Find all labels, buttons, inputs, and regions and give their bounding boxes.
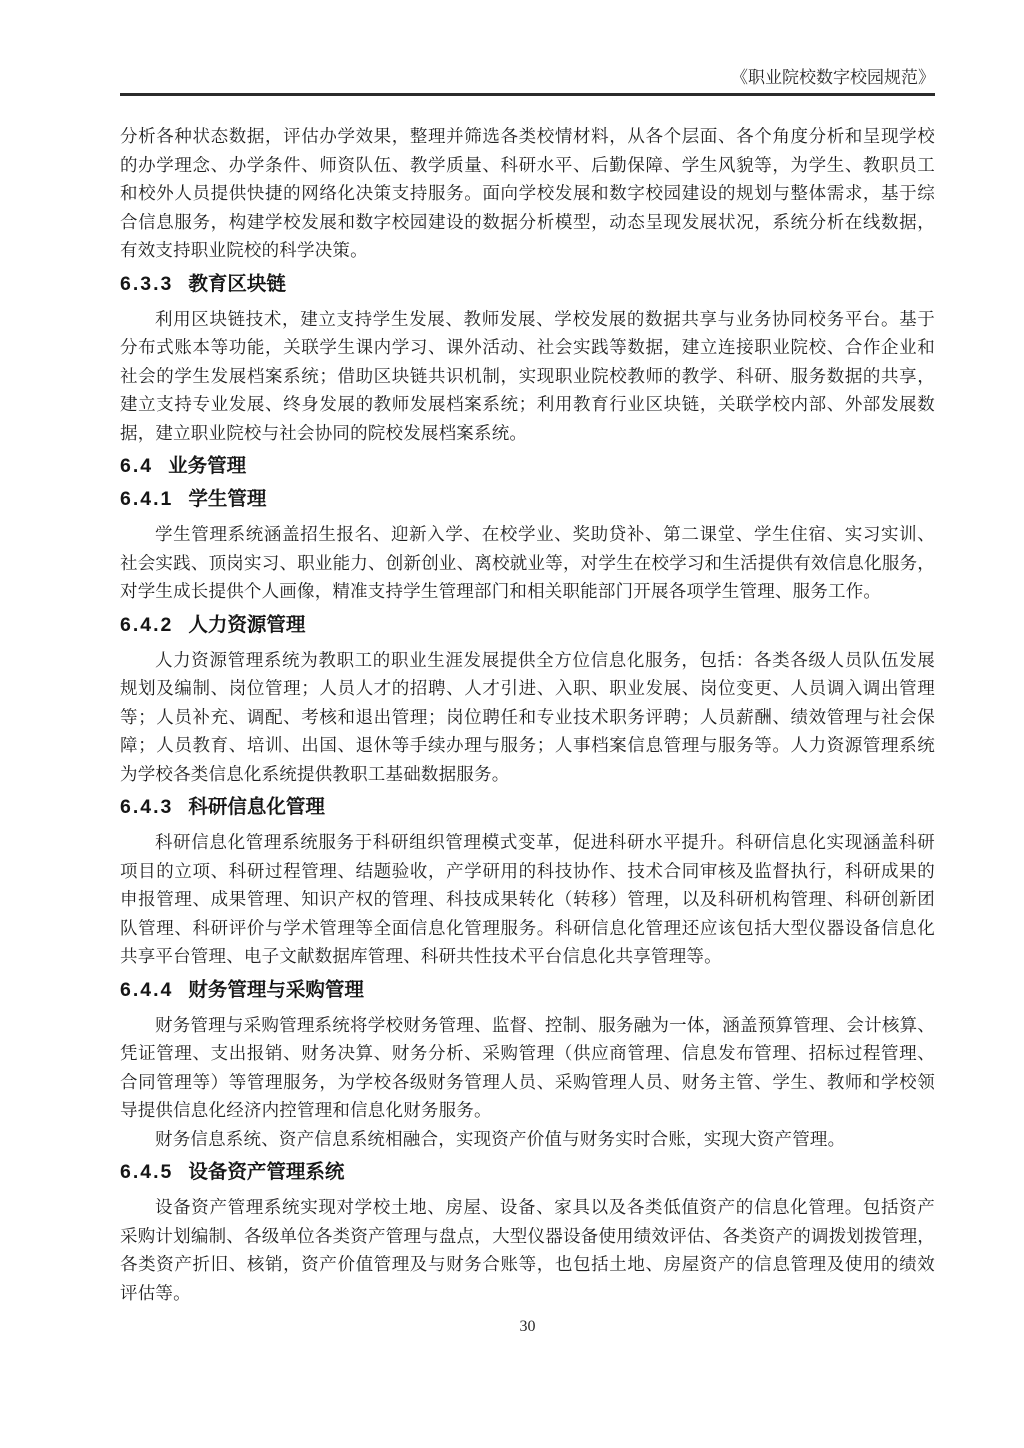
text-line: 导提供信息化经济内控管理和信息化财务服务。 — [120, 1100, 492, 1120]
section-title: 教育区块链 — [188, 272, 286, 295]
section-heading — [120, 454, 935, 478]
section-title: 业务管理 — [168, 455, 247, 477]
section-number: 6.4.3 — [120, 796, 174, 818]
text-line: 障；人员教育、培训、出国、退休等手续办理与服务；人事档案信息管理与服务等。人力资源管理系统 — [120, 735, 935, 755]
text-line: 合信息服务，构建学校发展和数字校园建设的数据分析模型，动态呈现发展状况，系统分析在线数据， — [120, 211, 935, 232]
text-line: 财务管理与采购管理系统将学校财务管理、监督、控制、服务融为一体，涵盖预算管理、会计核算、 — [155, 1014, 935, 1035]
text-line: 据，建立职业院校与社会协同的院校发展档案系统。 — [120, 422, 528, 443]
text-line: 设备资产管理系统实现对学校土地、房屋、设备、家具以及各类低值资产的信息化管理。包括资产 — [155, 1197, 935, 1217]
paragraph — [120, 122, 935, 265]
text-line: 和校外人员提供快捷的网络化决策支持服务。面向学校发展和数字校园建设的规划与整体需求，基于综 — [120, 183, 935, 203]
section-number: 6.3.3 — [120, 272, 174, 295]
section-title: 设备资产管理系统 — [188, 1161, 345, 1183]
text-line: 财务信息系统、资产信息系统相融合，实现资产价值与财务实时合账，实现大资产管理。 — [155, 1128, 846, 1149]
section-heading — [120, 795, 935, 819]
section-title: 科研信息化管理 — [188, 796, 325, 818]
section-heading — [120, 1160, 935, 1184]
page-header — [120, 68, 935, 96]
text-line: 利用区块链技术，建立支持学生发展、教师发展、学校发展的数据共享与业务协同校务平台。基于 — [155, 308, 935, 329]
text-line: 分布式账本等功能，关联学生课内学习、课外活动、社会实践等数据，建立连接职业院校、合作企业和 — [120, 337, 935, 357]
text-line: 采购计划编制、各级单位各类资产管理与盘点，大型仪器设备使用绩效评估、各类资产的调拨划拨管理， — [120, 1225, 935, 1246]
text-line: 社会实践、顶岗实习、职业能力、创新创业、离校就业等，对学生在校学习和生活提供有效信息化服务， — [120, 552, 935, 573]
text-line: 对学生成长提供个人画像，精准支持学生管理部门和相关职能部门开展各项学生管理、服务工作。 — [120, 581, 882, 601]
paragraph — [120, 520, 935, 606]
text-line: 凭证管理、支出报销、财务决算、财务分析、采购管理（供应商管理、信息发布管理、招标过程管理、 — [120, 1043, 935, 1063]
text-line: 合同管理等）等管理服务，为学校各级财务管理人员、采购管理人员、财务主管、学生、教师和学校领 — [120, 1071, 935, 1092]
paragraph — [120, 646, 935, 789]
text-line: 项目的立项、科研过程管理、结题验收，产学研用的科技协作、技术合同审核及监督执行，科研成果的 — [120, 860, 935, 881]
page-footer — [120, 1318, 935, 1336]
header-title: 《职业院校数字校园规范》 — [731, 68, 935, 87]
content — [120, 122, 935, 1307]
section-heading — [120, 613, 935, 637]
text-line: 申报管理、成果管理、知识产权的管理、科技成果转化（转移）管理，以及科研机构管理、科研创新团 — [120, 889, 935, 909]
section-title: 财务管理与采购管理 — [188, 978, 364, 1001]
paragraph — [120, 1011, 935, 1125]
text-line: 规划及编制、岗位管理；人员人才的招聘、人才引进、入职、职业发展、岗位变更、人员调入调出管理 — [120, 678, 935, 698]
text-line: 评估等。 — [120, 1282, 191, 1303]
text-line: 分析各种状态数据，评估办学效果，整理并筛选各类校情材料，从各个层面、各个角度分析和呈现学校 — [120, 126, 935, 146]
section-number: 6.4.5 — [120, 1161, 174, 1183]
section-heading — [120, 272, 935, 296]
section-title: 人力资源管理 — [188, 613, 306, 636]
section-number: 6.4 — [120, 455, 154, 477]
text-line: 队管理、科研评价与学术管理等全面信息化管理服务。科研信息化管理还应该包括大型仪器设备信息化 — [120, 917, 935, 938]
text-line: 人力资源管理系统为教职工的职业生涯发展提供全方位信息化服务，包括：各类各级人员队伍发展 — [155, 649, 935, 670]
section-heading — [120, 487, 935, 511]
paragraph — [120, 828, 935, 971]
paragraph — [120, 1125, 935, 1154]
text-line: 社会的学生发展档案系统；借助区块链共识机制，实现职业院校教师的教学、科研、服务数据的共享， — [120, 365, 935, 386]
text-line: 等；人员补充、调配、考核和退出管理；岗位聘任和专业技术职务评聘；人员薪酬、绩效管理与社会保 — [120, 706, 935, 727]
text-line: 有效支持职业院校的科学决策。 — [120, 240, 368, 260]
text-line: 各类资产折旧、核销，资产价值管理及与财务合账等，也包括土地、房屋资产的信息管理及使用的绩效 — [120, 1254, 935, 1274]
text-line: 的办学理念、办学条件、师资队伍、教学质量、科研水平、后勤保障、学生风貌等，为学生、教职员工 — [120, 154, 935, 175]
text-line: 建立支持专业发展、终身发展的教师发展档案系统；利用教育行业区块链，关联学校内部、外部发展数 — [120, 394, 935, 414]
section-number: 6.4.4 — [120, 978, 174, 1001]
page-number: 30 — [519, 1318, 536, 1335]
text-line: 为学校各类信息化系统提供教职工基础数据服务。 — [120, 763, 510, 784]
text-line: 学生管理系统涵盖招生报名、迎新入学、在校学业、奖助贷补、第二课堂、学生住宿、实习实训、 — [155, 524, 935, 544]
section-title: 学生管理 — [188, 488, 267, 510]
section-number: 6.4.2 — [120, 613, 174, 636]
paragraph — [120, 1193, 935, 1307]
text-line: 共享平台管理、电子文献数据库管理、科研共性技术平台信息化共享管理等。 — [120, 946, 722, 966]
text-line: 科研信息化管理系统服务于科研组织管理模式变革，促进科研水平提升。科研信息化实现涵盖科研 — [155, 832, 935, 852]
section-number: 6.4.1 — [120, 488, 174, 510]
section-heading — [120, 978, 935, 1002]
paragraph — [120, 305, 935, 448]
